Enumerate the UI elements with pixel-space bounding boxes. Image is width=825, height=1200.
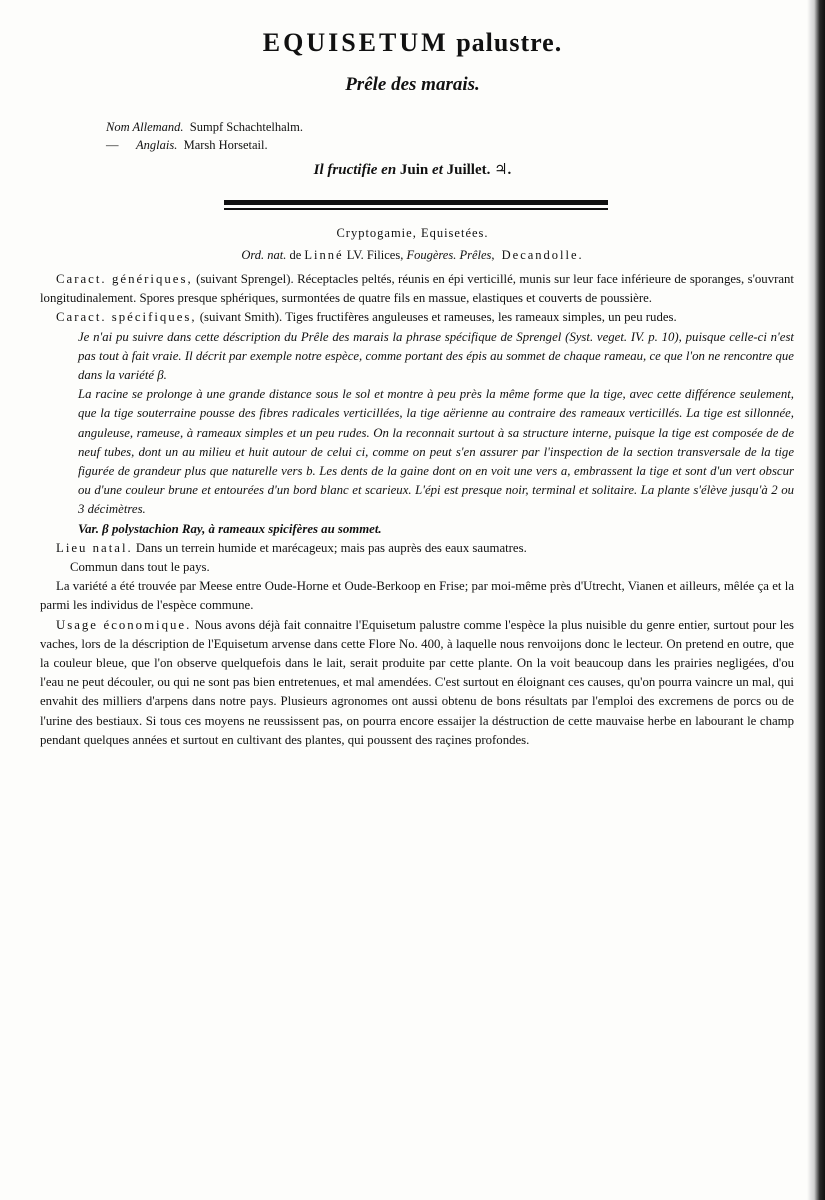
economic-use bbox=[40, 616, 794, 750]
order-linne: Linné bbox=[304, 248, 344, 262]
english-label: Anglais. bbox=[136, 138, 178, 152]
perennial-symbol: ♃. bbox=[494, 162, 512, 178]
fruiting-line bbox=[0, 160, 825, 179]
generic-text: (suivant Sprengel). Réceptacles peltés, réunis en épi verticillé, munis sur leur face inférieure de sporanges, s'ouvrant longitudinalement. Spores presque sphériques, surmontées de quatre fils en massue, elastiques et couverts de poussière. bbox=[40, 272, 794, 306]
thick-rule bbox=[224, 200, 608, 205]
order-linne-ref: LV. Filices, bbox=[346, 248, 404, 262]
page-title bbox=[0, 28, 825, 58]
classification: Cryptogamie, Equisetées. bbox=[336, 226, 489, 240]
order-label: Ord. nat. bbox=[241, 248, 287, 262]
habitat-label: Lieu natal. bbox=[56, 540, 133, 555]
habitat-text: Dans un terrein humide et marécageux; mais pas auprès des eaux saumatres. bbox=[135, 540, 527, 555]
generic-characters bbox=[40, 270, 794, 308]
title-species: palustre. bbox=[456, 28, 563, 57]
common-names bbox=[106, 118, 303, 154]
variety-line: Var. β polystachion Ray, à rameaux spicifères au sommet. bbox=[78, 521, 382, 536]
specific-label: Caract. spécifiques, bbox=[56, 310, 197, 325]
generic-label: Caract. génériques, bbox=[56, 272, 193, 286]
page-edge-shadow bbox=[807, 0, 825, 1200]
habitat bbox=[40, 539, 794, 558]
german-label: Nom Allemand. bbox=[106, 120, 184, 134]
common-line: Commun dans tout le pays. bbox=[70, 560, 210, 575]
natural-order bbox=[0, 248, 825, 263]
fruit-month1: Juin bbox=[399, 162, 429, 178]
order-preles: Prêles bbox=[459, 248, 492, 262]
specific-text: (suivant Smith). Tiges fructifères anguleuses et rameuses, les rameaux simples, un peu rudes. bbox=[199, 310, 677, 325]
note-description: La racine se prolonge à une grande distance sous le sol et montre à peu près la même forme que la tige, avec cette différence seulement, que la tige souterraine pousse des fibres radicales verticillées, la tige aërienne au contraire des rameaux verticillés. La tige est sillonnée, anguleuse, rameuse, à rameaux simples et un peu rudes. On la reconnait surtout à sa structure interne, puisque la tige est composée de de neuf tubes, dont un au milieu et huit autour de celui ci, comme on peut s'en assurer par l'inspection de la section transversale de la tige figurée de grandeur plus que naturelle vers b. Les dents de la gaine dont on en voit une vers a, embrassent la tige et sont d'un vert obscur ou d'une couleur brune et entourées d'un bord blanc et scarieux. L'épi est presque noir, terminal et solitaire. La plante s'élève jusqu'à 2 ou 3 décimètres. bbox=[78, 387, 794, 517]
fruit-conj: et bbox=[432, 162, 443, 178]
order-decandolle: , Decandolle. bbox=[491, 248, 584, 262]
fruit-month2: Juillet. bbox=[446, 162, 491, 178]
specific-characters bbox=[40, 308, 794, 327]
thin-rule bbox=[224, 208, 608, 210]
order-de: de bbox=[289, 248, 302, 262]
title-genus: EQUISETUM bbox=[262, 28, 449, 57]
description-body bbox=[40, 270, 794, 750]
french-name: Prêle des marais. bbox=[345, 74, 480, 95]
fruit-prefix: Il fructifie en bbox=[313, 162, 397, 178]
variety-found: La variété a été trouvée par Meese entre Oude-Horne et Oude-Berkoop en Frise; par moi-même près d'Utrecht, Vianen et ailleurs, mêlée ça et la parmi les individus de l'espèce commune. bbox=[40, 579, 794, 613]
english-name-row bbox=[106, 136, 303, 154]
german-name-row bbox=[106, 118, 303, 136]
english-value: Marsh Horsetail. bbox=[183, 138, 268, 152]
order-fougeres: Fougères. bbox=[406, 248, 457, 262]
german-value: Sumpf Schachtelhalm. bbox=[189, 120, 303, 134]
ditto-dash: — bbox=[106, 138, 122, 152]
usage-label: Usage économique. bbox=[56, 617, 192, 632]
note-sprengel: Je n'ai pu suivre dans cette déscription du Prêle des marais la phrase spécifique de Sprengel (Syst. veget. IV. p. 10), puisque celle-ci n'est pas tout à fait vraie. Il décrit par exemple notre espèce, comme portant des épis au sommet de chaque rameau, ce que l'on ne rencontre que dans la variété β. bbox=[78, 329, 794, 383]
usage-text: Nous avons déjà fait connaitre l'Equisetum palustre comme l'espèce la plus nuisible du genre entier, surtout pour les vaches, lors de la déscription de l'Equisetum arvense dans cette Flore No. 400, à laquelle nous renvoijons donc le lecteur. On pretend en outre, que la couleur bleue, que l'on observe quelquefois dans le lait, serait produite par cette plante. On la voit beaucoup dans les prairies negligées, d'ou l'eau ne peut découler, ou qui ne sont pas bien entretenues, et mal amendées. C'est surtout en éloignant ces causes, qu'on pourra vaincre un mal, qui envahit des milliers d'arpens dans notre pays. Plusieurs agronomes ont aussi obtenu de bons résultats par l'emploi des excremens de porcs ou de l'urine des bestiaux. Si tous ces moyens ne reussissent pas, on pourra encore essaijer la déstruction de cette mauvaise herbe en labourant le champ pendant quelques années et surtout en cultivant des plantes, qui poussent des raçines profondes. bbox=[40, 617, 794, 747]
